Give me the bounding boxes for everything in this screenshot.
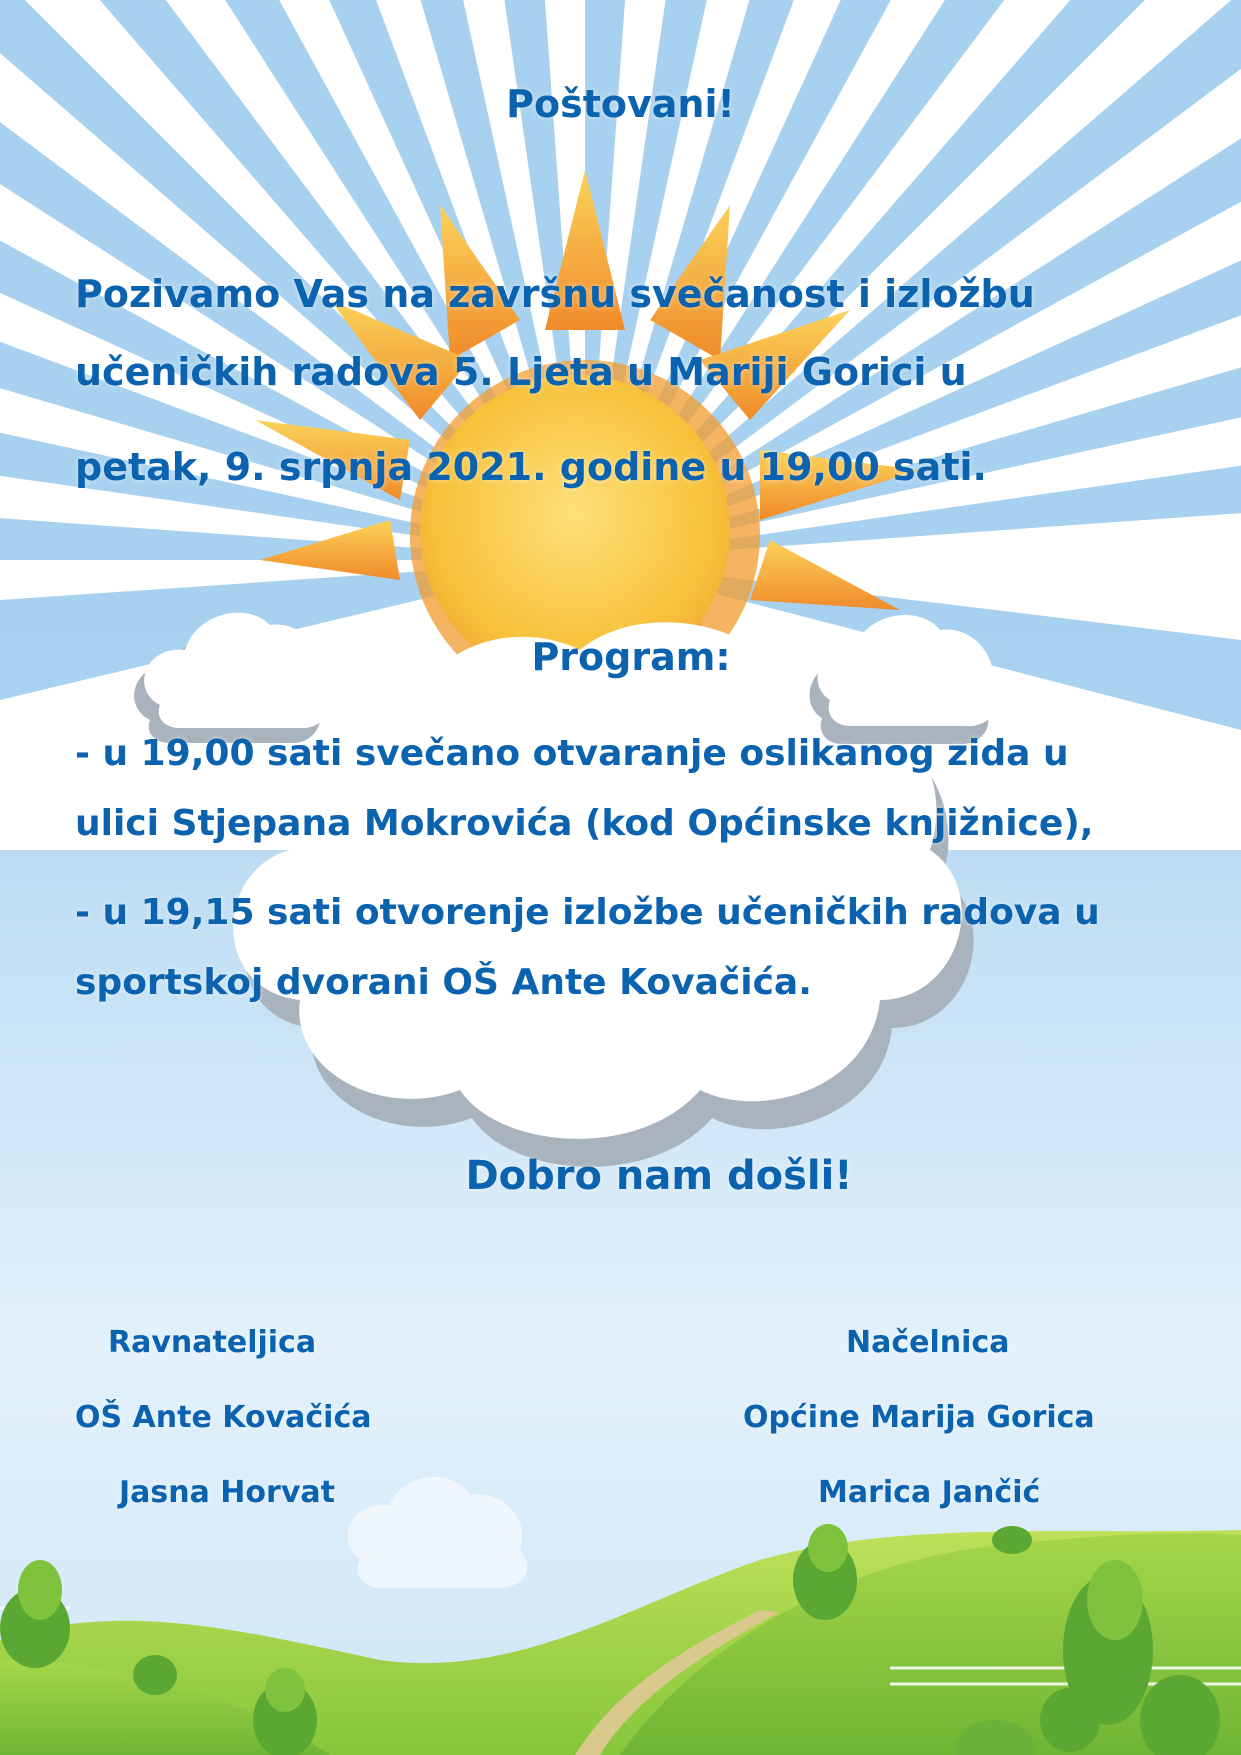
right-signature-title: Načelnica	[846, 1325, 1010, 1360]
program-title: Program:	[531, 635, 731, 679]
left-signature-organization: OŠ Ante Kovačića	[75, 1400, 372, 1435]
right-signature-name: Marica Jančić	[818, 1475, 1041, 1510]
program-line-4: sportskoj dvorani OŠ Ante Kovačića.	[75, 962, 812, 1003]
program-line-1: - u 19,00 sati svečano otvaranje oslikanog zida u	[75, 733, 1069, 774]
right-signature-organization: Općine Marija Gorica	[743, 1400, 1095, 1435]
program-line-3: - u 19,15 sati otvorenje izložbe učeničkih radova u	[75, 892, 1100, 933]
invitation-line-2: učeničkih radova 5. Ljeta u Mariji Gorici u	[75, 350, 967, 394]
program-line-2: ulici Stjepana Mokrovića (kod Općinske knjižnice),	[75, 803, 1094, 844]
left-signature-title: Ravnateljica	[108, 1325, 317, 1360]
left-signature-name: Jasna Horvat	[119, 1475, 335, 1510]
invitation-line-1: Pozivamo Vas na završnu svečanost i izložbu	[75, 272, 1035, 316]
closing-line: Dobro nam došli!	[465, 1153, 853, 1199]
greeting: Poštovani!	[506, 82, 735, 126]
invitation-line-3: petak, 9. srpnja 2021. godine u 19,00 sati.	[75, 445, 987, 489]
